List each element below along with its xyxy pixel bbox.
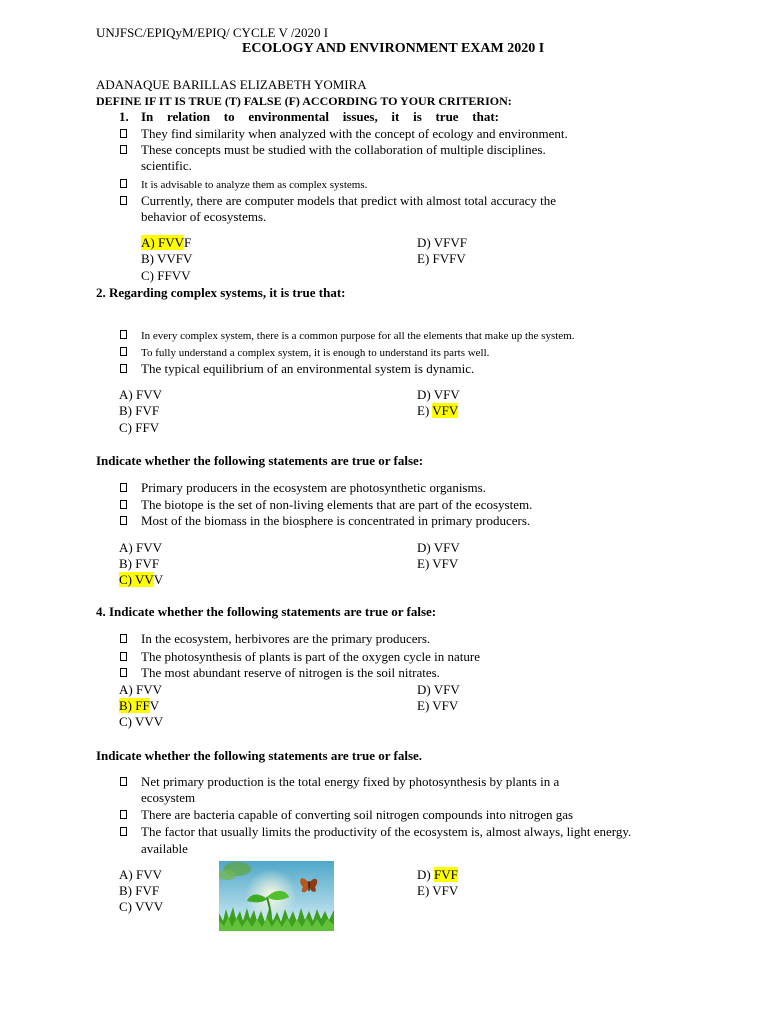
q3-option-c xyxy=(119,572,163,588)
q2-option-a: A) FVV xyxy=(119,387,162,402)
exam-title: ECOLOGY AND ENVIRONMENT EXAM 2020 I xyxy=(242,41,545,56)
q1-statement: They find similarity when analyzed with the concept of ecology and environment. xyxy=(141,126,568,141)
option-text: V xyxy=(153,572,164,587)
checkbox-icon xyxy=(120,827,127,836)
q1-statement: It is advisable to analyze them as complex systems. xyxy=(141,179,368,191)
q5-option-e: E) VFV xyxy=(417,883,459,898)
q1-statement-continuation: scientific. xyxy=(141,158,192,173)
q2-statement: In every complex system, there is a common purpose for all the elements that make up the system. xyxy=(141,330,575,342)
q2-option-e xyxy=(417,403,458,419)
answer-highlight: A) FVV xyxy=(141,235,184,250)
q3-statement: The biotope is the set of non-living elements that are part of the ecosystem. xyxy=(141,497,533,512)
checkbox-icon xyxy=(120,483,127,492)
q5-statement: The factor that usually limits the productivity of the ecosystem is, almost always, light energy. xyxy=(141,824,632,839)
q3-option-b: B) FVF xyxy=(119,556,160,571)
q4-statement: In the ecosystem, herbivores are the primary producers. xyxy=(141,631,431,646)
q1-statement-continuation: behavior of ecosystems. xyxy=(141,209,267,224)
q3-option-e: E) VFV xyxy=(417,556,459,571)
answer-highlight: FVF xyxy=(433,867,458,882)
checkbox-icon xyxy=(120,516,127,525)
q4-option-e: E) VFV xyxy=(417,698,459,713)
q2-statement: The typical equilibrium of an environmental system is dynamic. xyxy=(141,361,475,376)
answer-highlight: C) VV xyxy=(119,572,154,587)
checkbox-icon xyxy=(120,810,127,819)
option-text: F xyxy=(183,235,192,250)
checkbox-icon xyxy=(120,500,127,509)
q5-option-a: A) FVV xyxy=(119,867,162,882)
q1-option-e: E) FVFV xyxy=(417,251,466,266)
nature-illustration-icon xyxy=(219,861,334,931)
q2-option-c: C) FFV xyxy=(119,420,160,435)
q4-statement: The most abundant reserve of nitrogen is the soil nitrates. xyxy=(141,665,440,680)
q4-option-a: A) FVV xyxy=(119,682,162,697)
q5-prompt: Indicate whether the following statements are true or false. xyxy=(96,748,423,763)
q2-statement: To fully understand a complex system, it is enough to understand its parts well. xyxy=(141,347,490,359)
q5-statement-continuation: ecosystem xyxy=(141,790,196,805)
q4-option-d: D) VFV xyxy=(417,682,460,697)
q4-statement: The photosynthesis of plants is part of the oxygen cycle in nature xyxy=(141,649,481,664)
checkbox-icon xyxy=(120,196,127,205)
checkbox-icon xyxy=(120,668,127,677)
q1-option-b: B) VVFV xyxy=(141,251,193,266)
q3-option-d: D) VFV xyxy=(417,540,460,555)
answer-highlight: VFV xyxy=(432,403,459,418)
checkbox-icon xyxy=(120,179,127,188)
q1-statement: These concepts must be studied with the collaboration of multiple disciplines. xyxy=(141,142,546,157)
checkbox-icon xyxy=(120,652,127,661)
checkbox-icon xyxy=(120,634,127,643)
butterfly-sprout-image xyxy=(219,861,334,931)
q5-option-c: C) VVV xyxy=(119,899,164,914)
q3-prompt: Indicate whether the following statements are true or false: xyxy=(96,453,424,468)
q2-option-d: D) VFV xyxy=(417,387,460,402)
q3-option-a: A) FVV xyxy=(119,540,162,555)
answer-highlight: B) FF xyxy=(119,698,150,713)
q5-statement-continuation: available xyxy=(141,841,188,856)
instruction: DEFINE IF IT IS TRUE (T) FALSE (F) ACCORDING TO YOUR CRITERION: xyxy=(96,94,512,108)
checkbox-icon xyxy=(120,129,127,138)
q3-statement: Most of the biomass in the biosphere is concentrated in primary producers. xyxy=(141,513,531,528)
option-text: E) xyxy=(417,403,433,418)
q4-option-b xyxy=(119,698,159,714)
q1-option-d: D) VFVF xyxy=(417,235,467,250)
checkbox-icon xyxy=(120,777,127,786)
q2-option-b: B) FVF xyxy=(119,403,160,418)
q4-option-c: C) VVV xyxy=(119,714,164,729)
option-text: V xyxy=(149,698,160,713)
q1-statement: Currently, there are computer models that predict with almost total accuracy the xyxy=(141,193,557,208)
q5-option-d xyxy=(417,867,458,883)
course-code: UNJFSC/EPIQyM/EPIQ/ CYCLE V /2020 I xyxy=(96,25,329,40)
q5-statement: There are bacteria capable of converting soil nitrogen compounds into nitrogen gas xyxy=(141,807,574,822)
student-name: ADANAQUE BARILLAS ELIZABETH YOMIRA xyxy=(96,77,367,92)
q1-number: 1. xyxy=(119,109,129,124)
checkbox-icon xyxy=(120,347,127,356)
checkbox-icon xyxy=(120,330,127,339)
q3-statement: Primary producers in the ecosystem are photosynthetic organisms. xyxy=(141,480,486,495)
option-text: D) xyxy=(417,867,434,882)
q5-option-b: B) FVF xyxy=(119,883,160,898)
q1-prompt: In relation to environmental issues, it is true that: xyxy=(141,109,499,124)
q1-option-c: C) FFVV xyxy=(141,268,191,283)
q4-prompt: 4. Indicate whether the following statements are true or false: xyxy=(96,604,437,619)
checkbox-icon xyxy=(120,145,127,154)
q2-prompt: 2. Regarding complex systems, it is true that: xyxy=(96,285,346,300)
q1-option-a xyxy=(141,235,191,251)
q5-statement: Net primary production is the total energy fixed by photosynthesis by plants in a xyxy=(141,774,560,789)
checkbox-icon xyxy=(120,364,127,373)
